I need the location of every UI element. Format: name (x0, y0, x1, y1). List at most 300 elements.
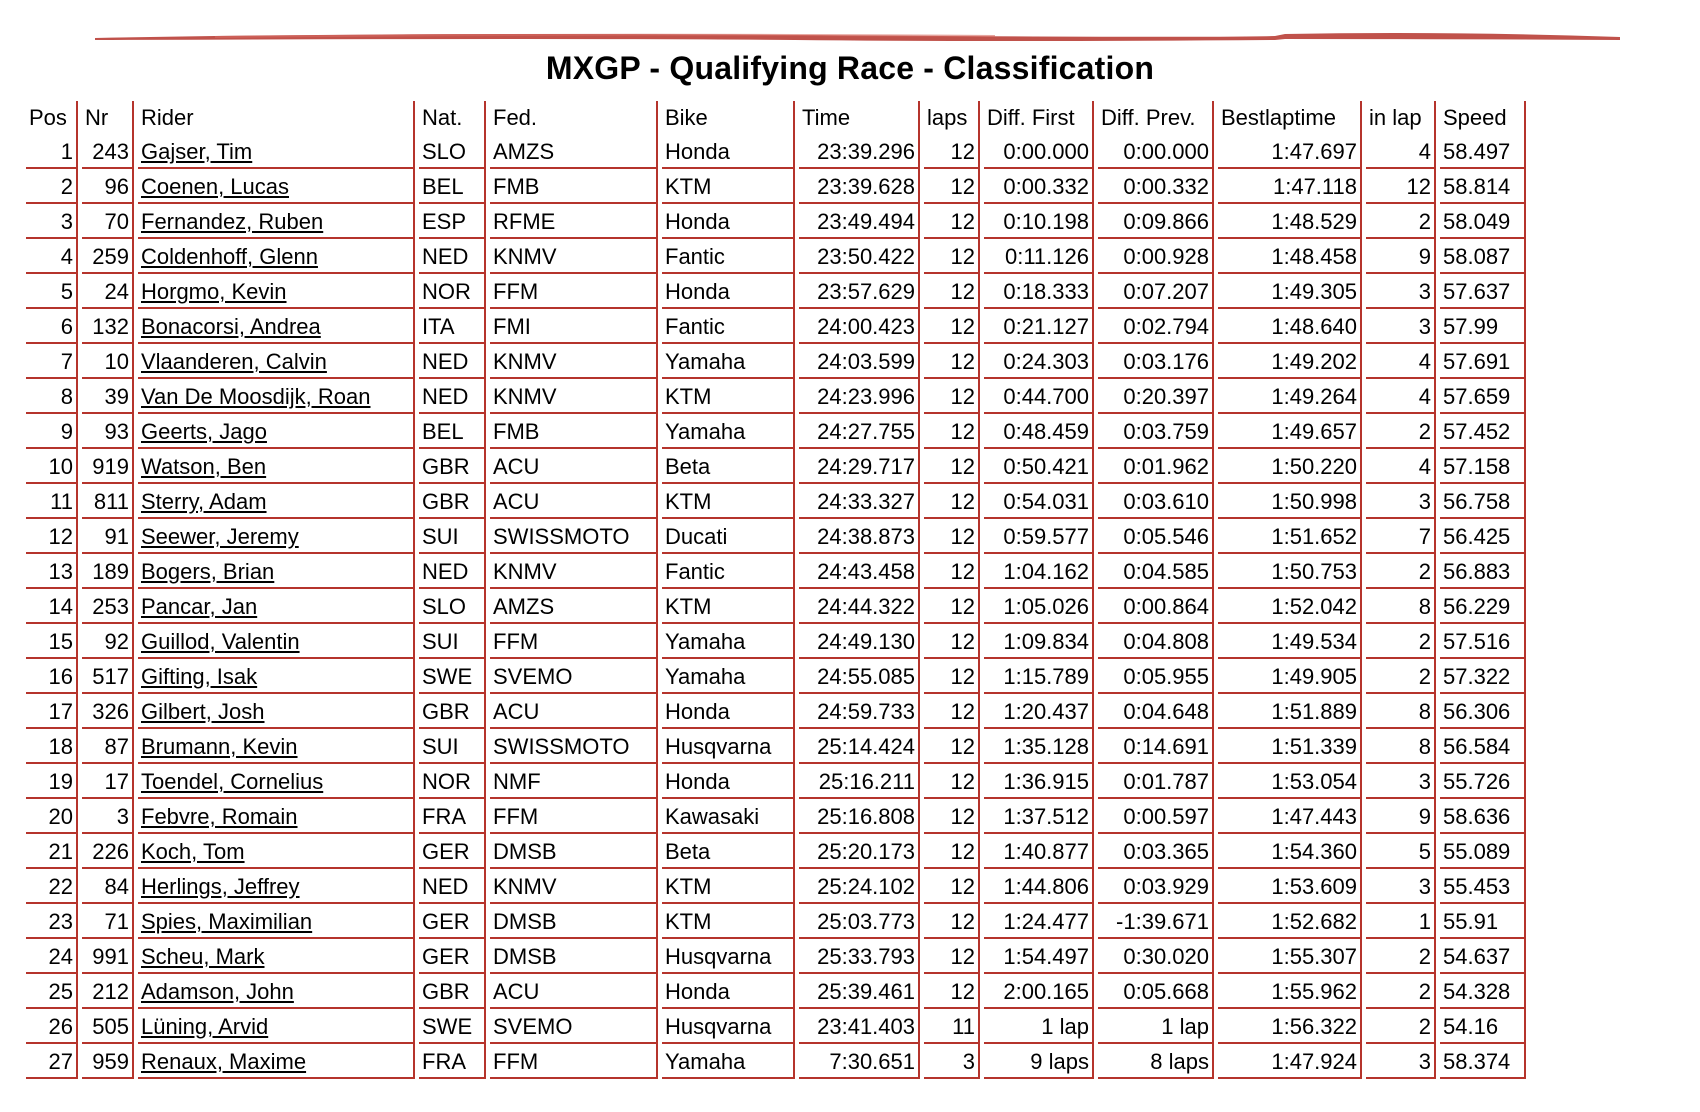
cell-laps: 3 (924, 1044, 980, 1079)
cell-diff-prev: 0:01.962 (1098, 449, 1214, 484)
cell-laps: 12 (924, 694, 980, 729)
cell-fed: FMB (490, 414, 658, 449)
cell-pos: 16 (26, 659, 78, 694)
cell-pos: 11 (26, 484, 78, 519)
cell-nat: NED (419, 344, 486, 379)
cell-speed: 56.425 (1440, 519, 1526, 554)
cell-time: 24:49.130 (799, 624, 920, 659)
cell-in-lap: 2 (1366, 939, 1436, 974)
cell-nr: 17 (82, 764, 134, 799)
rider-link[interactable]: Renaux, Maxime (141, 1049, 307, 1074)
rider-link[interactable]: Sterry, Adam (141, 489, 267, 514)
cell-diff-first: 1:04.162 (984, 554, 1094, 589)
rider-link[interactable]: Coldenhoff, Glenn (141, 244, 318, 269)
cell-in-lap: 5 (1366, 834, 1436, 869)
rider-link[interactable]: Koch, Tom (141, 839, 245, 864)
cell-rider (138, 799, 415, 834)
cell-pos: 25 (26, 974, 78, 1009)
cell-nat: GBR (419, 484, 486, 519)
cell-nat: NED (419, 869, 486, 904)
table-row (26, 694, 1526, 729)
cell-nr: 92 (82, 624, 134, 659)
cell-diff-first: 1:24.477 (984, 904, 1094, 939)
cell-speed: 56.229 (1440, 589, 1526, 624)
cell-laps: 12 (924, 414, 980, 449)
rider-link[interactable]: Horgmo, Kevin (141, 279, 287, 304)
rider-link[interactable]: Toendel, Cornelius (141, 769, 324, 794)
cell-time: 7:30.651 (799, 1044, 920, 1079)
cell-pos: 3 (26, 204, 78, 239)
table-row (26, 204, 1526, 239)
cell-speed: 56.306 (1440, 694, 1526, 729)
rider-link[interactable]: Van De Moosdijk, Roan (141, 384, 371, 409)
cell-nr: 39 (82, 379, 134, 414)
cell-speed: 55.089 (1440, 834, 1526, 869)
cell-bike: Husqvarna (662, 939, 795, 974)
cell-nat: SLO (419, 589, 486, 624)
cell-diff-prev: 1 lap (1098, 1009, 1214, 1044)
cell-diff-prev: 0:00.864 (1098, 589, 1214, 624)
cell-rider (138, 694, 415, 729)
cell-in-lap: 4 (1366, 134, 1436, 169)
cell-speed: 55.453 (1440, 869, 1526, 904)
cell-nat: NED (419, 239, 486, 274)
table-row (26, 484, 1526, 519)
cell-bike: Yamaha (662, 344, 795, 379)
rider-link[interactable]: Guillod, Valentin (141, 629, 300, 654)
cell-speed: 58.087 (1440, 239, 1526, 274)
table-row (26, 414, 1526, 449)
column-header-diff-prev: Diff. Prev. (1098, 101, 1214, 134)
cell-time: 25:20.173 (799, 834, 920, 869)
cell-laps: 12 (924, 204, 980, 239)
cell-time: 25:16.211 (799, 764, 920, 799)
table-row (26, 1009, 1526, 1044)
cell-diff-first: 0:48.459 (984, 414, 1094, 449)
cell-laps: 12 (924, 624, 980, 659)
cell-speed: 57.99 (1440, 309, 1526, 344)
cell-bestlaptime: 1:51.652 (1218, 519, 1362, 554)
cell-nr: 96 (82, 169, 134, 204)
cell-bestlaptime: 1:54.360 (1218, 834, 1362, 869)
cell-nat: FRA (419, 1044, 486, 1079)
cell-pos: 26 (26, 1009, 78, 1044)
cell-time: 25:16.808 (799, 799, 920, 834)
cell-in-lap: 2 (1366, 974, 1436, 1009)
cell-laps: 12 (924, 869, 980, 904)
cell-laps: 12 (924, 799, 980, 834)
cell-fed: DMSB (490, 834, 658, 869)
cell-bike: Honda (662, 974, 795, 1009)
cell-laps: 12 (924, 519, 980, 554)
cell-bestlaptime: 1:49.534 (1218, 624, 1362, 659)
cell-bestlaptime: 1:49.305 (1218, 274, 1362, 309)
cell-diff-first: 0:10.198 (984, 204, 1094, 239)
rider-link[interactable]: Pancar, Jan (141, 594, 258, 619)
cell-rider (138, 764, 415, 799)
cell-fed: SWISSMOTO (490, 729, 658, 764)
cell-diff-first: 1:20.437 (984, 694, 1094, 729)
cell-bike: Honda (662, 134, 795, 169)
cell-fed: AMZS (490, 589, 658, 624)
rider-link[interactable]: Watson, Ben (141, 454, 267, 479)
cell-in-lap: 7 (1366, 519, 1436, 554)
table-row (26, 309, 1526, 344)
cell-laps: 12 (924, 449, 980, 484)
cell-time: 23:39.296 (799, 134, 920, 169)
cell-bestlaptime: 1:53.609 (1218, 869, 1362, 904)
cell-pos: 27 (26, 1044, 78, 1079)
cell-bestlaptime: 1:47.697 (1218, 134, 1362, 169)
column-header-fed: Fed. (490, 101, 658, 134)
cell-in-lap: 3 (1366, 309, 1436, 344)
cell-time: 23:50.422 (799, 239, 920, 274)
cell-diff-prev: 8 laps (1098, 1044, 1214, 1079)
cell-diff-first: 0:54.031 (984, 484, 1094, 519)
cell-bestlaptime: 1:56.322 (1218, 1009, 1362, 1044)
cell-pos: 23 (26, 904, 78, 939)
cell-rider (138, 939, 415, 974)
cell-in-lap: 3 (1366, 274, 1436, 309)
cell-in-lap: 2 (1366, 414, 1436, 449)
cell-nr: 10 (82, 344, 134, 379)
column-header-in-lap: in lap (1366, 101, 1436, 134)
cell-diff-prev: 0:07.207 (1098, 274, 1214, 309)
cell-time: 23:57.629 (799, 274, 920, 309)
header-brush-stroke-decoration (95, 30, 1620, 44)
cell-rider (138, 414, 415, 449)
cell-fed: FFM (490, 624, 658, 659)
cell-fed: ACU (490, 484, 658, 519)
cell-in-lap: 8 (1366, 729, 1436, 764)
column-header-diff-first: Diff. First (984, 101, 1094, 134)
column-header-nr: Nr (82, 101, 134, 134)
cell-nr: 70 (82, 204, 134, 239)
cell-time: 24:59.733 (799, 694, 920, 729)
cell-nr: 91 (82, 519, 134, 554)
cell-diff-prev: 0:14.691 (1098, 729, 1214, 764)
cell-nr: 326 (82, 694, 134, 729)
cell-pos: 12 (26, 519, 78, 554)
cell-laps: 12 (924, 974, 980, 1009)
cell-diff-first: 0:18.333 (984, 274, 1094, 309)
cell-nat: NOR (419, 764, 486, 799)
cell-nr: 991 (82, 939, 134, 974)
cell-in-lap: 8 (1366, 589, 1436, 624)
rider-link[interactable]: Spies, Maximilian (141, 909, 313, 934)
rider-link[interactable]: Bogers, Brian (141, 559, 275, 584)
cell-diff-first: 1:44.806 (984, 869, 1094, 904)
rider-link[interactable]: Fernandez, Ruben (141, 209, 324, 234)
cell-nat: NOR (419, 274, 486, 309)
cell-time: 23:41.403 (799, 1009, 920, 1044)
cell-nr: 84 (82, 869, 134, 904)
cell-rider (138, 834, 415, 869)
cell-rider (138, 379, 415, 414)
table-row (26, 239, 1526, 274)
cell-nat: NED (419, 554, 486, 589)
rider-link[interactable]: Geerts, Jago (141, 419, 267, 444)
cell-fed: FMI (490, 309, 658, 344)
cell-bike: Yamaha (662, 414, 795, 449)
cell-nat: SUI (419, 624, 486, 659)
cell-fed: DMSB (490, 939, 658, 974)
cell-pos: 2 (26, 169, 78, 204)
cell-diff-first: 0:00.000 (984, 134, 1094, 169)
cell-nr: 71 (82, 904, 134, 939)
cell-laps: 12 (924, 239, 980, 274)
rider-link[interactable]: Gifting, Isak (141, 664, 258, 689)
cell-rider (138, 904, 415, 939)
cell-nat: BEL (419, 414, 486, 449)
cell-bestlaptime: 1:55.307 (1218, 939, 1362, 974)
cell-fed: FFM (490, 1044, 658, 1079)
cell-bestlaptime: 1:49.905 (1218, 659, 1362, 694)
table-row (26, 554, 1526, 589)
cell-time: 23:39.628 (799, 169, 920, 204)
cell-diff-first: 1:54.497 (984, 939, 1094, 974)
cell-diff-prev: 0:05.546 (1098, 519, 1214, 554)
table-row (26, 904, 1526, 939)
cell-time: 24:27.755 (799, 414, 920, 449)
cell-diff-prev: 0:05.668 (1098, 974, 1214, 1009)
cell-bike: Fantic (662, 309, 795, 344)
cell-diff-prev: 0:00.597 (1098, 799, 1214, 834)
cell-speed: 58.049 (1440, 204, 1526, 239)
cell-rider (138, 1009, 415, 1044)
column-header-bestlaptime: Bestlaptime (1218, 101, 1362, 134)
table-row (26, 799, 1526, 834)
cell-pos: 15 (26, 624, 78, 659)
cell-bike: Honda (662, 204, 795, 239)
cell-nr: 189 (82, 554, 134, 589)
cell-nat: GBR (419, 974, 486, 1009)
cell-laps: 12 (924, 169, 980, 204)
cell-nr: 517 (82, 659, 134, 694)
cell-in-lap: 8 (1366, 694, 1436, 729)
cell-bike: Ducati (662, 519, 795, 554)
table-row (26, 169, 1526, 204)
cell-time: 24:33.327 (799, 484, 920, 519)
table-row (26, 939, 1526, 974)
rider-link[interactable]: Bonacorsi, Andrea (141, 314, 321, 339)
cell-nat: GBR (419, 694, 486, 729)
column-header-laps: laps (924, 101, 980, 134)
table-row (26, 344, 1526, 379)
cell-laps: 12 (924, 904, 980, 939)
cell-rider (138, 589, 415, 624)
cell-rider (138, 134, 415, 169)
cell-diff-first: 0:24.303 (984, 344, 1094, 379)
cell-diff-first: 1:15.789 (984, 659, 1094, 694)
cell-speed: 57.452 (1440, 414, 1526, 449)
cell-pos: 22 (26, 869, 78, 904)
cell-in-lap: 9 (1366, 799, 1436, 834)
cell-time: 24:29.717 (799, 449, 920, 484)
cell-fed: FFM (490, 799, 658, 834)
column-header-bike: Bike (662, 101, 795, 134)
cell-bike: KTM (662, 869, 795, 904)
cell-laps: 12 (924, 134, 980, 169)
cell-bike: Honda (662, 274, 795, 309)
cell-nat: GER (419, 834, 486, 869)
cell-bestlaptime: 1:50.998 (1218, 484, 1362, 519)
cell-in-lap: 3 (1366, 869, 1436, 904)
cell-laps: 12 (924, 554, 980, 589)
cell-time: 24:00.423 (799, 309, 920, 344)
cell-nr: 93 (82, 414, 134, 449)
cell-bike: Honda (662, 764, 795, 799)
cell-bestlaptime: 1:47.443 (1218, 799, 1362, 834)
cell-time: 25:24.102 (799, 869, 920, 904)
rider-link[interactable]: Gajser, Tim (141, 139, 253, 164)
cell-bike: Honda (662, 694, 795, 729)
cell-bike: Kawasaki (662, 799, 795, 834)
cell-nat: GER (419, 939, 486, 974)
table-row (26, 869, 1526, 904)
cell-in-lap: 3 (1366, 484, 1436, 519)
cell-nat: SUI (419, 519, 486, 554)
cell-nat: NED (419, 379, 486, 414)
cell-time: 23:49.494 (799, 204, 920, 239)
cell-nr: 505 (82, 1009, 134, 1044)
cell-diff-first: 0:59.577 (984, 519, 1094, 554)
cell-pos: 10 (26, 449, 78, 484)
cell-rider (138, 309, 415, 344)
cell-fed: RFME (490, 204, 658, 239)
cell-speed: 55.726 (1440, 764, 1526, 799)
cell-rider (138, 1044, 415, 1079)
table-row (26, 589, 1526, 624)
rider-link[interactable]: Lüning, Arvid (141, 1014, 269, 1039)
cell-laps: 12 (924, 344, 980, 379)
cell-bestlaptime: 1:53.054 (1218, 764, 1362, 799)
cell-nr: 811 (82, 484, 134, 519)
cell-fed: ACU (490, 694, 658, 729)
cell-diff-prev: 0:04.648 (1098, 694, 1214, 729)
rider-link[interactable]: Gilbert, Josh (141, 699, 265, 724)
rider-link[interactable]: Vlaanderen, Calvin (141, 349, 327, 374)
cell-speed: 58.814 (1440, 169, 1526, 204)
table-row (26, 1044, 1526, 1079)
rider-link[interactable]: Brumann, Kevin (141, 734, 298, 759)
cell-bestlaptime: 1:55.962 (1218, 974, 1362, 1009)
cell-bike: Beta (662, 449, 795, 484)
cell-diff-prev: 0:02.794 (1098, 309, 1214, 344)
cell-bestlaptime: 1:50.753 (1218, 554, 1362, 589)
cell-pos: 5 (26, 274, 78, 309)
cell-bestlaptime: 1:49.264 (1218, 379, 1362, 414)
cell-nat: SWE (419, 1009, 486, 1044)
cell-in-lap: 2 (1366, 624, 1436, 659)
cell-speed: 55.91 (1440, 904, 1526, 939)
cell-nr: 226 (82, 834, 134, 869)
cell-nr: 243 (82, 134, 134, 169)
cell-speed: 56.883 (1440, 554, 1526, 589)
cell-nat: BEL (419, 169, 486, 204)
cell-bestlaptime: 1:48.640 (1218, 309, 1362, 344)
cell-diff-first: 0:50.421 (984, 449, 1094, 484)
cell-fed: ACU (490, 974, 658, 1009)
rider-link[interactable]: Scheu, Mark (141, 944, 265, 969)
cell-fed: KNMV (490, 344, 658, 379)
cell-fed: KNMV (490, 554, 658, 589)
cell-speed: 58.497 (1440, 134, 1526, 169)
rider-link[interactable]: Herlings, Jeffrey (141, 874, 300, 899)
cell-diff-prev: -1:39.671 (1098, 904, 1214, 939)
page-title: MXGP - Qualifying Race - Classification (545, 50, 1155, 86)
cell-speed: 54.16 (1440, 1009, 1526, 1044)
cell-nr: 959 (82, 1044, 134, 1079)
cell-bestlaptime: 1:49.202 (1218, 344, 1362, 379)
cell-rider (138, 239, 415, 274)
cell-nat: SWE (419, 659, 486, 694)
rider-link[interactable]: Adamson, John (141, 979, 294, 1004)
cell-time: 24:38.873 (799, 519, 920, 554)
cell-in-lap: 9 (1366, 239, 1436, 274)
cell-fed: FMB (490, 169, 658, 204)
cell-diff-prev: 0:04.808 (1098, 624, 1214, 659)
cell-diff-first: 0:00.332 (984, 169, 1094, 204)
cell-bike: KTM (662, 904, 795, 939)
cell-diff-prev: 0:00.332 (1098, 169, 1214, 204)
cell-in-lap: 2 (1366, 554, 1436, 589)
cell-nr: 259 (82, 239, 134, 274)
cell-time: 24:43.458 (799, 554, 920, 589)
rider-link[interactable]: Coenen, Lucas (141, 174, 289, 199)
cell-fed: SVEMO (490, 659, 658, 694)
cell-diff-prev: 0:01.787 (1098, 764, 1214, 799)
cell-laps: 12 (924, 274, 980, 309)
cell-laps: 12 (924, 729, 980, 764)
cell-bestlaptime: 1:52.042 (1218, 589, 1362, 624)
cell-diff-first: 1:37.512 (984, 799, 1094, 834)
cell-diff-first: 0:44.700 (984, 379, 1094, 414)
cell-diff-prev: 0:04.585 (1098, 554, 1214, 589)
cell-fed: NMF (490, 764, 658, 799)
cell-rider (138, 659, 415, 694)
cell-in-lap: 2 (1366, 659, 1436, 694)
cell-fed: KNMV (490, 379, 658, 414)
cell-pos: 13 (26, 554, 78, 589)
cell-laps: 12 (924, 484, 980, 519)
cell-in-lap: 12 (1366, 169, 1436, 204)
cell-nr: 919 (82, 449, 134, 484)
cell-nat: SLO (419, 134, 486, 169)
cell-nr: 24 (82, 274, 134, 309)
cell-speed: 58.636 (1440, 799, 1526, 834)
cell-laps: 12 (924, 659, 980, 694)
cell-pos: 24 (26, 939, 78, 974)
cell-diff-first: 9 laps (984, 1044, 1094, 1079)
cell-nr: 253 (82, 589, 134, 624)
cell-pos: 20 (26, 799, 78, 834)
cell-bestlaptime: 1:48.458 (1218, 239, 1362, 274)
cell-bestlaptime: 1:47.118 (1218, 169, 1362, 204)
cell-fed: FFM (490, 274, 658, 309)
rider-link[interactable]: Seewer, Jeremy (141, 524, 299, 549)
cell-rider (138, 974, 415, 1009)
rider-link[interactable]: Febvre, Romain (141, 804, 298, 829)
table-row (26, 764, 1526, 799)
cell-fed: KNMV (490, 869, 658, 904)
cell-diff-first: 1:05.026 (984, 589, 1094, 624)
cell-diff-first: 1:40.877 (984, 834, 1094, 869)
cell-bestlaptime: 1:52.682 (1218, 904, 1362, 939)
cell-time: 25:33.793 (799, 939, 920, 974)
cell-rider (138, 624, 415, 659)
cell-fed: DMSB (490, 904, 658, 939)
